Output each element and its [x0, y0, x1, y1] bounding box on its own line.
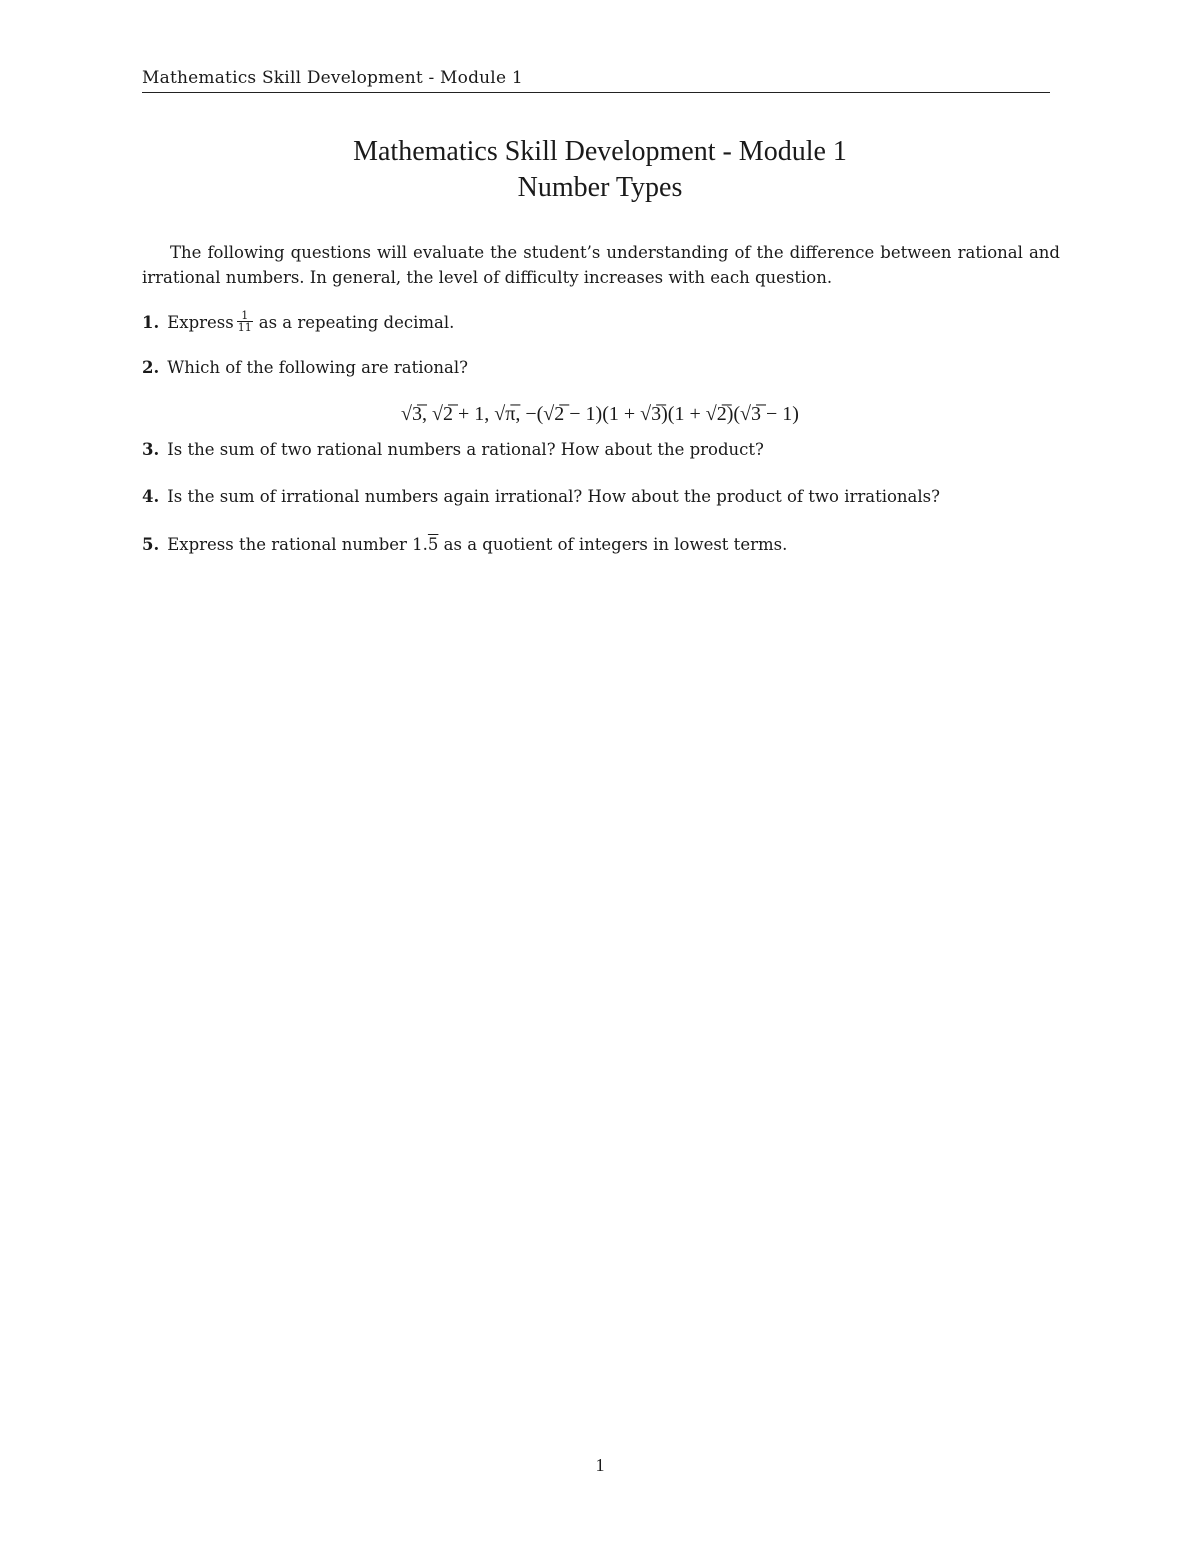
document-title: Mathematics Skill Development - Module 1: [353, 136, 847, 167]
question-1: [142, 309, 455, 335]
question-text: Express the rational number 1.: [167, 535, 428, 554]
fraction-denominator: 11: [237, 321, 252, 334]
question-number: 2.: [142, 358, 160, 377]
document-subtitle: Number Types: [517, 172, 683, 203]
question-text: Is the sum of irrational numbers again irrational? How about the product of two irrationals?: [167, 487, 940, 506]
question-3: [142, 440, 764, 459]
question-text: Which of the following are rational?: [167, 358, 469, 377]
page-number: 1: [595, 1455, 605, 1475]
question-4: [142, 487, 940, 506]
question-number: 5.: [142, 535, 160, 554]
question-text: as a repeating decimal.: [258, 313, 455, 332]
question-number: 1.: [142, 313, 160, 332]
question-number: 4.: [142, 487, 160, 506]
intro-paragraph: The following questions will evaluate the student’s understanding of the difference between rational and irrational numbers. In general, the level of difficulty increases with each question.: [142, 243, 1060, 287]
question-number: 3.: [142, 440, 160, 459]
display-equation: √3̅, √2̅ + 1, √π̅, −(√2̅ − 1)(1 + √3̅)(1 + √2̅)(√3̅ − 1): [401, 403, 799, 425]
fraction: [237, 310, 253, 333]
repeating-digit: 5: [427, 535, 439, 554]
question-5: [142, 535, 787, 554]
question-text: as a quotient of integers in lowest terms.: [438, 535, 788, 554]
fraction-numerator: 1: [237, 310, 253, 322]
question-text: Is the sum of two rational numbers a rational? How about the product?: [167, 440, 764, 459]
question-2: [142, 358, 468, 377]
header-rule: [142, 92, 1050, 93]
question-text: Express: [167, 313, 234, 332]
running-header: Mathematics Skill Development - Module 1: [142, 68, 523, 88]
